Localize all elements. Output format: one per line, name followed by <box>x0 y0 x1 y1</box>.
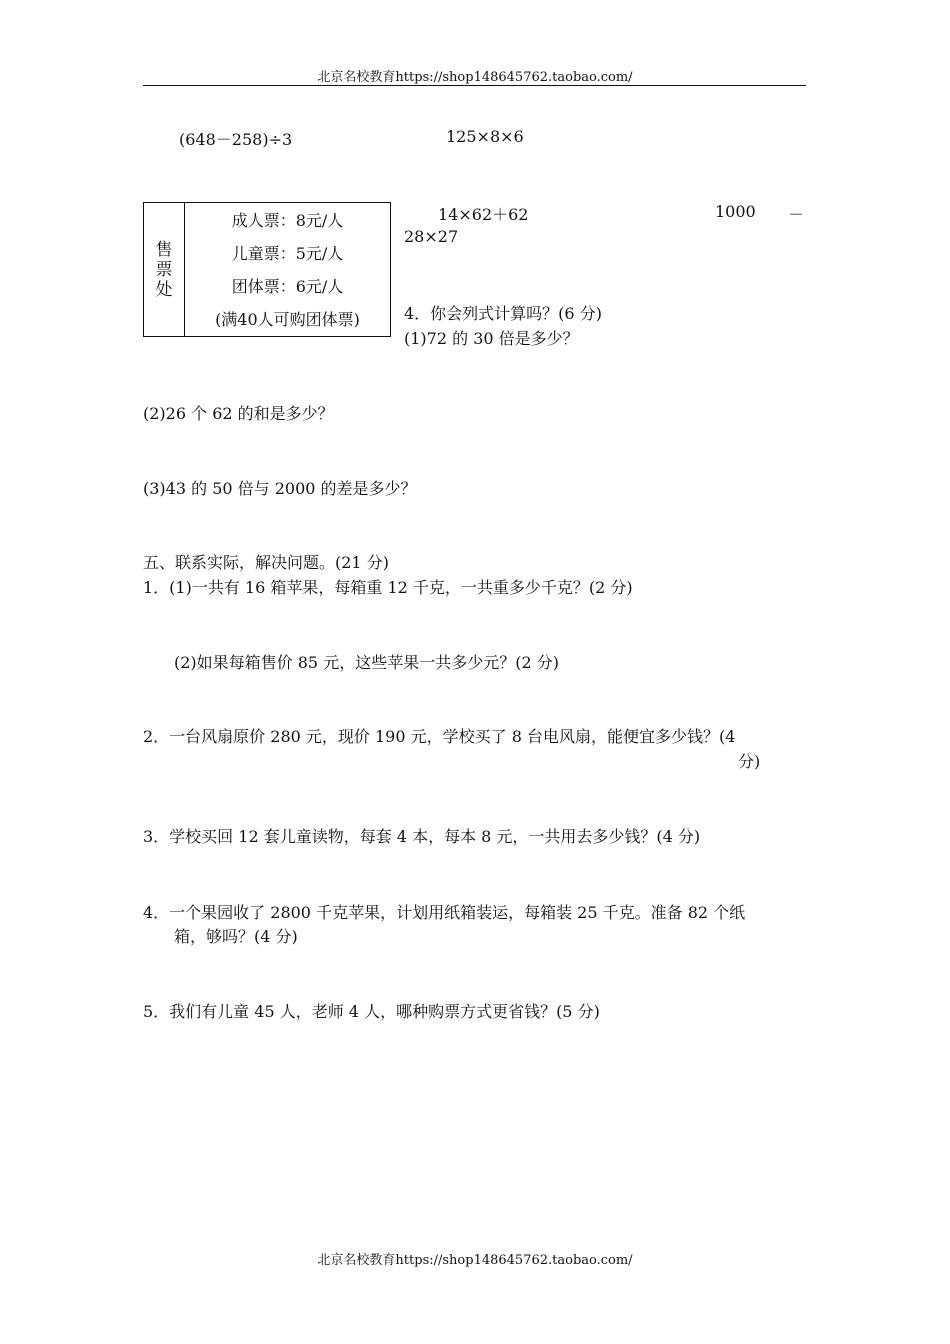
problem-1-part-2: (2)如果每箱售价 85 元，这些苹果一共多少元？(2 分) <box>174 653 559 672</box>
calc-expression-4-part-a: 1000 <box>715 202 756 221</box>
ticket-group-note: (满40人可购团体票) <box>215 309 360 329</box>
section-4-title: 4．你会列式计算吗？(6 分) <box>404 304 602 323</box>
calc-expression-1: (648－258)÷3 <box>179 130 293 149</box>
calc-expression-3: 14×62＋62 <box>438 205 529 224</box>
ticket-child: 儿童票：5元/人 <box>231 243 344 263</box>
problem-3: 3．学校买回 12 套儿童读物，每套 4 本，每本 8 元，一共用去多少钱？(4 分) <box>143 827 701 846</box>
section-4-question-3: (3)43 的 50 倍与 2000 的差是多少？ <box>143 479 417 498</box>
section-4-question-2: (2)26 个 62 的和是多少？ <box>143 404 334 423</box>
page-header: 北京名校教育https://shop148645762.taobao.com/ <box>317 70 633 85</box>
ticket-office-char-2: 票 <box>155 259 173 280</box>
header-rule <box>143 85 806 86</box>
calc-expression-4-part-c: 28×27 <box>404 227 459 246</box>
ticket-office-title <box>144 203 185 337</box>
ticket-office-box <box>143 202 391 337</box>
problem-1-part-1: 1．(1)一共有 16 箱苹果，每箱重 12 千克，一共重多少千克？(2 分) <box>143 578 633 597</box>
calc-expression-4-part-b: － <box>788 205 805 224</box>
section-4-question-1: (1)72 的 30 倍是多少？ <box>404 329 579 348</box>
section-5-title: 五、联系实际，解决问题。(21 分) <box>143 553 389 572</box>
page-footer: 北京名校教育https://shop148645762.taobao.com/ <box>317 1253 633 1268</box>
problem-5: 5．我们有儿童 45 人，老师 4 人，哪种购票方式更省钱？(5 分) <box>143 1002 600 1021</box>
ticket-office-char-1: 售 <box>155 239 173 260</box>
ticket-adult: 成人票：8元/人 <box>231 210 344 230</box>
problem-2-line-2: 分) <box>738 752 761 771</box>
problem-4-line-1: 4．一个果园收了 2800 千克苹果，计划用纸箱装运，每箱装 25 千克。准备 82 个纸 <box>143 903 746 922</box>
ticket-price-list <box>185 203 391 337</box>
calc-expression-2: 125×8×6 <box>446 127 524 146</box>
problem-2-line-1: 2．一台风扇原价 280 元，现价 190 元，学校买了 8 台电风扇，能便宜多少钱？(4 <box>143 727 736 746</box>
ticket-group: 团体票：6元/人 <box>231 276 344 296</box>
ticket-office-char-3: 处 <box>155 279 173 300</box>
problem-4-line-2: 箱，够吗？(4 分) <box>174 927 298 946</box>
